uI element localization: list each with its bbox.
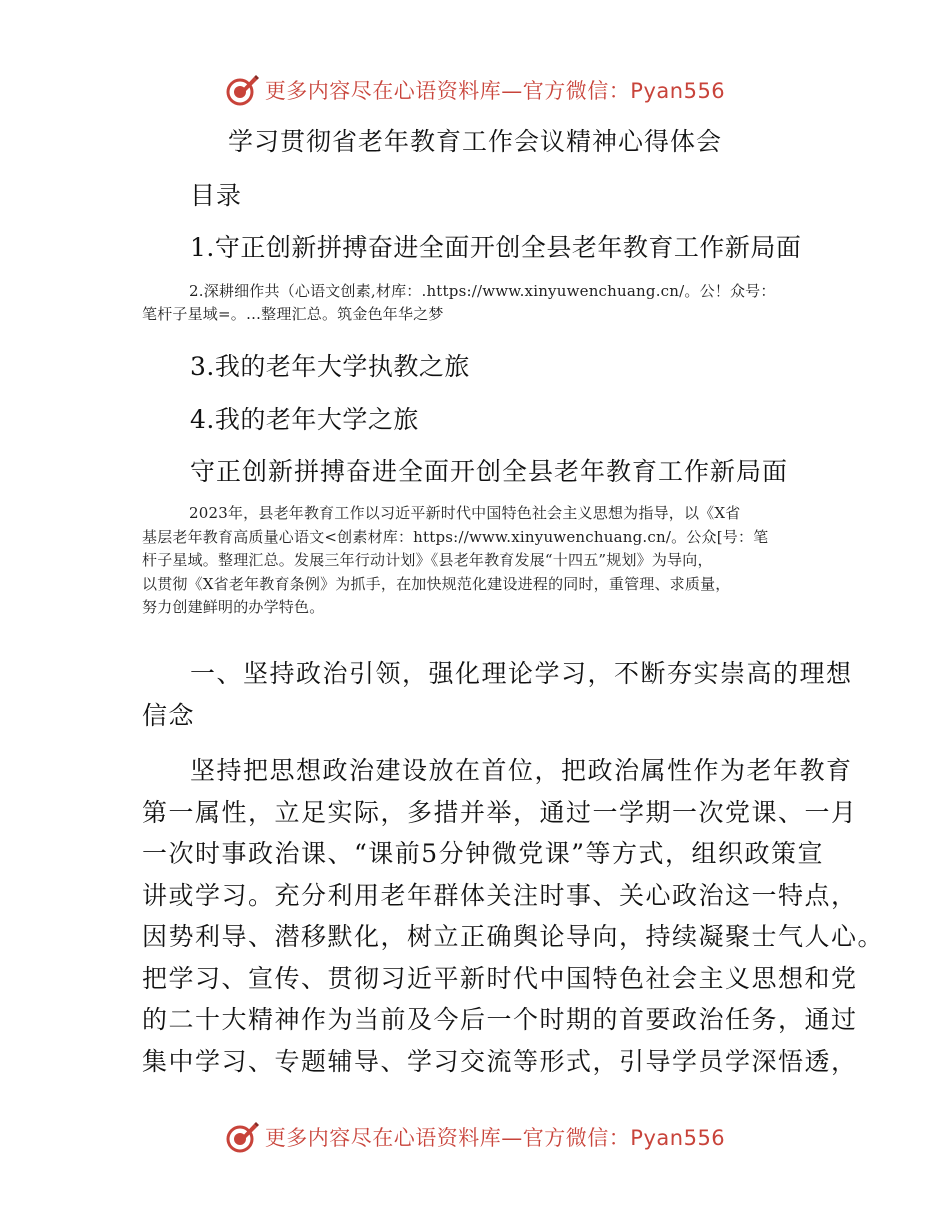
header-banner bbox=[0, 70, 950, 110]
section-title: 守正创新拼搏奋进全面开创全县老年教育工作新局面 bbox=[190, 457, 789, 486]
body-paragraph bbox=[142, 750, 885, 1082]
toc-item-2-line-2: 笔杆子星域=。…整理汇总。筑金色年华之梦 bbox=[142, 305, 444, 323]
pen-logo-icon bbox=[225, 73, 259, 107]
intro-line: 努力创建鲜明的办学特色。 bbox=[142, 598, 325, 616]
body-line: 的二十大精神作为当前及今后一个时期的首要政治任务，通过 bbox=[142, 1005, 858, 1034]
toc-item-1: 1.守正创新拼搏奋进全面开创全县老年教育工作新局面 bbox=[190, 233, 802, 262]
intro-line: 杆子星域。整理汇总。发展三年行动计划》《县老年教育发展“十四五”规划》为导向， bbox=[142, 551, 713, 569]
banner-text: 更多内容尽在心语资料库—官方微信：Pyan556 bbox=[264, 79, 726, 103]
body-line: 集中学习、专题辅导、学习交流等形式，引导学员学深悟透， bbox=[142, 1046, 858, 1076]
intro-paragraph bbox=[142, 502, 832, 620]
body-line: 把学习、宣传、贯彻习近平新时代中国特色社会主义思想和党 bbox=[142, 963, 858, 993]
toc-item-4: 4.我的老年大学之旅 bbox=[190, 405, 419, 434]
banner-text: 更多内容尽在心语资料库—官方微信：Pyan556 bbox=[264, 1126, 726, 1150]
body-line: 因势利导、潜移默化，树立正确舆论导向，持续凝聚士气人心。 bbox=[142, 922, 885, 951]
body-line: 坚持把思想政治建设放在首位，把政治属性作为老年教育 bbox=[190, 756, 853, 785]
toc-item-3: 3.我的老年大学执教之旅 bbox=[190, 352, 470, 381]
footer-banner bbox=[0, 1117, 950, 1157]
intro-line: 以贯彻《X省老年教育条例》为抓手，在加快规范化建设进程的同时，重管理、求质量， bbox=[142, 574, 731, 593]
body-line: 一次时事政治课、“课前5分钟微党课”等方式，组织政策宣 bbox=[142, 839, 824, 868]
toc-item-2 bbox=[142, 280, 822, 326]
intro-line: 基层老年教育高质量心语文<创素材库：https://www.xinyuwenchuang.cn/。公众[号：笔 bbox=[142, 527, 769, 546]
toc-heading: 目录 bbox=[190, 181, 243, 210]
toc-item-2-line-1: 2.深耕细作共（心语文创素,材库：.https://www.xinyuwenchuang.cn/。公！众号： bbox=[189, 282, 776, 300]
body-line: 第一属性，立足实际，多措并举，通过一学期一次党课、一月 bbox=[142, 797, 858, 827]
document-title: 学习贯彻省老年教育工作会议精神心得体会 bbox=[227, 127, 722, 156]
heading-line: 信念 bbox=[142, 700, 196, 730]
pen-logo-icon bbox=[225, 1120, 259, 1154]
section-heading-1 bbox=[142, 653, 853, 736]
heading-line: 一、坚持政治引领，强化理论学习，不断夯实崇高的理想 bbox=[190, 659, 853, 688]
intro-line: 2023年，县老年教育工作以习近平新时代中国特色社会主义思想为指导，以《X省 bbox=[189, 504, 741, 522]
body-line: 讲或学习。充分利用老年群体关注时事、关心政治这一特点， bbox=[142, 880, 858, 910]
